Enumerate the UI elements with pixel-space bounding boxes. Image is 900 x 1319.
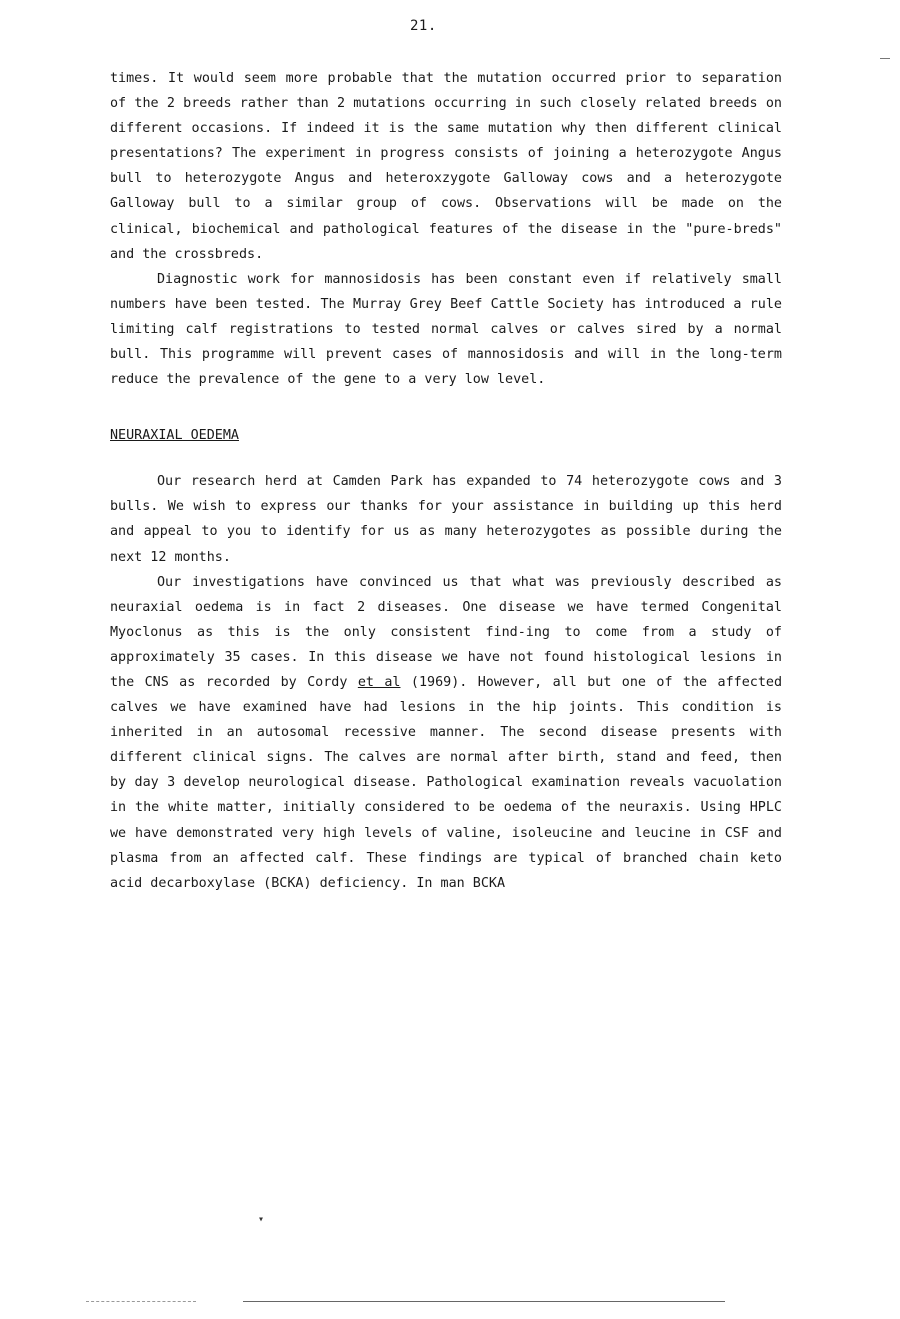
paragraph-research-herd: Our research herd at Camden Park has expanded to 74 heterozygote cows and 3 bulls. We wish to express our thanks for your assistance in building up this herd and appeal to you to identify for us as many heterozygotes as possible during the next 12 months. <box>110 474 782 565</box>
paragraph-diagnostic-work: Diagnostic work for mannosidosis has been constant even if relatively small numbers have been tested. The Murray Grey Beef Cattle Society has introduced a rule limiting calf registrations to tested normal calves or calves sired by a normal bull. This programme will prevent cases of mannosidosis and will in the long-term reduce the prevalence of the gene to a very low level. <box>110 271 782 388</box>
page-number: 21. <box>410 18 437 34</box>
investigations-text-start: Our investigations have convinced us that what was previously described as neuraxial oedema is in fact 2 diseases. One disease we have termed Congenital Myoclonus as this is the only consistent find-ing to come from a study of approximately 35 cases. In this disease we have not found histological lesions in the CNS as recorded by Cordy <box>110 574 782 690</box>
margin-mark <box>880 58 890 59</box>
section-spacer <box>110 448 782 469</box>
footer-dashed-rule <box>86 1301 196 1302</box>
stray-ink-mark: ▾ <box>258 1214 265 1225</box>
footer-rule <box>243 1301 725 1302</box>
citation-et-al: et al <box>357 674 401 690</box>
paragraph-mutation: times. It would seem more probable that the mutation occurred prior to separation of the 2 breeds rather than 2 mutations occurring in such closely related breeds on different occasions. If indeed it is the same mutation why then different clinical presentations? The experiment in progress consists of joining a heterozygote Angus bull to heterozygote Angus and heteroxzygote Galloway cows and a heterozygote Galloway bull to a similar group of cows. Observations will be made on the clinical, biochemical and pathological features of the disease in the "pure-breds" and the crossbreds. <box>110 71 782 262</box>
section-heading-neuraxial-oedema: NEURAXIAL OEDEMA <box>110 428 239 444</box>
paragraph-investigations <box>110 570 782 896</box>
document-body <box>110 66 782 896</box>
investigations-text-end: (1969). However, all but one of the affected calves we have examined have had lesions in the hip joints. This condition is inherited in an autosomal recessive manner. The second disease presents with different clinical signs. The calves are normal after birth, stand and feed, then by day 3 develop neurological disease. Pathological examination reveals vacuolation in the white matter, initially considered to be oedema of the neuraxis. Using HPLC we have demonstrated very high levels of valine, isoleucine and leucine in CSF and plasma from an affected calf. These findings are typical of branched chain keto acid decarboxylase (BCKA) deficiency. In man BCKA <box>110 674 782 891</box>
